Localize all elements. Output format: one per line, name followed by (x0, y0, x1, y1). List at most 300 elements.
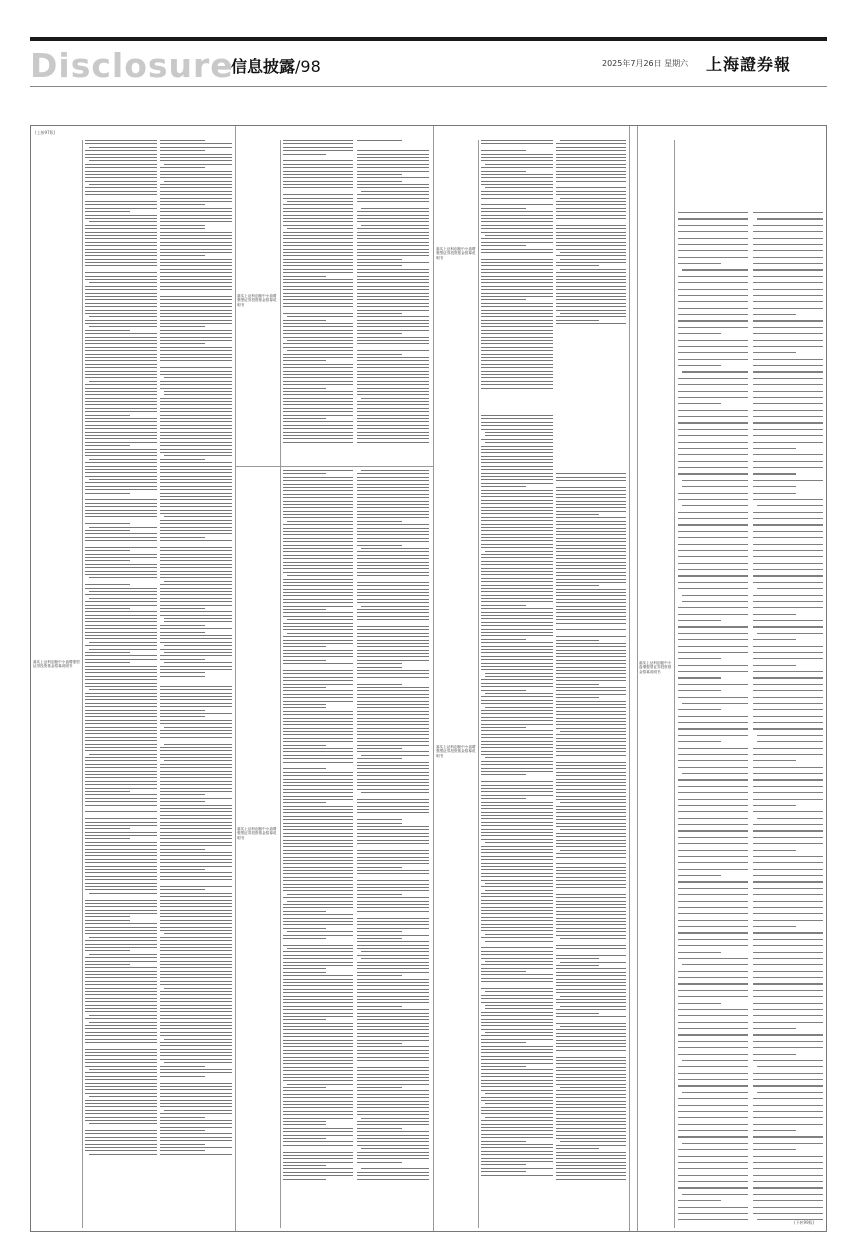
text-line (678, 429, 748, 430)
text-line (682, 1143, 749, 1144)
text-line (283, 775, 353, 776)
text-line (481, 469, 553, 470)
text-line (160, 499, 232, 500)
text-line (357, 1087, 402, 1088)
text-line (283, 480, 353, 481)
text-line (556, 1107, 626, 1108)
text-line (678, 1041, 748, 1042)
text-line (357, 629, 429, 630)
text-line (753, 907, 823, 908)
text-line (283, 377, 353, 378)
text-line (481, 1120, 553, 1121)
text-line (753, 1015, 823, 1016)
text-line (357, 1165, 429, 1166)
text-line (89, 1022, 157, 1023)
text-line (85, 733, 157, 734)
text-line (678, 422, 748, 423)
text-line (357, 221, 429, 222)
text-line (85, 333, 157, 334)
text-line (357, 1026, 429, 1027)
section-name: 信息披露 (231, 57, 296, 76)
text-line (160, 1130, 205, 1131)
text-line (160, 1117, 205, 1118)
text-line (481, 184, 553, 185)
text-line (753, 697, 823, 698)
text-line (481, 320, 553, 321)
text-line (357, 245, 429, 246)
text-line (556, 979, 626, 980)
text-line (85, 177, 157, 178)
text-line (85, 143, 157, 144)
text-line (357, 931, 402, 932)
text-line (357, 150, 429, 151)
text-line (357, 371, 429, 372)
text-line (481, 449, 553, 450)
text-line (85, 1086, 157, 1087)
text-line (283, 694, 353, 695)
text-line (160, 777, 232, 778)
text-line (357, 425, 429, 426)
text-line (357, 816, 429, 817)
text-line (481, 846, 553, 847)
text-line (283, 1043, 353, 1044)
text-line (556, 511, 626, 512)
text-line (160, 194, 232, 195)
text-line (283, 572, 353, 573)
text-line (160, 374, 232, 375)
text-line (357, 721, 429, 722)
text-line (160, 615, 232, 616)
text-line (481, 734, 553, 735)
text-line (753, 314, 796, 315)
text-line (481, 316, 553, 317)
text-line (357, 863, 429, 864)
text-line (481, 1039, 553, 1040)
text-line (357, 697, 429, 698)
text-line (357, 242, 429, 243)
text-line (556, 490, 626, 491)
text-line (160, 411, 232, 412)
text-line (283, 232, 353, 233)
text-line (85, 198, 157, 199)
text-line (164, 1039, 232, 1040)
text-line (283, 728, 353, 729)
text-line (556, 473, 626, 474)
text-line (287, 350, 354, 351)
text-line (357, 846, 429, 847)
text-line (164, 621, 232, 622)
text-line (85, 564, 157, 565)
text-line (678, 212, 748, 213)
text-line (85, 818, 157, 819)
text-line (678, 1181, 748, 1182)
text-line (85, 1144, 157, 1145)
text-line (481, 595, 553, 596)
text-line (678, 403, 721, 404)
text-line (753, 1200, 823, 1201)
text-line (678, 945, 748, 946)
text-line (283, 599, 353, 600)
body-text (357, 140, 429, 462)
text-line (160, 428, 232, 429)
text-line (556, 272, 626, 273)
text-line (753, 473, 796, 474)
text-line (357, 714, 429, 715)
text-line (283, 1172, 353, 1173)
text-line (85, 693, 157, 694)
text-line (556, 245, 626, 246)
text-line (85, 472, 157, 473)
text-line (283, 1158, 353, 1159)
section-title (231, 54, 321, 77)
text-line (85, 262, 157, 263)
text-line (85, 547, 157, 548)
text-line (678, 996, 748, 997)
text-line (85, 1120, 157, 1121)
text-line (160, 805, 232, 806)
text-line (357, 140, 402, 141)
text-line (357, 884, 429, 885)
text-line (481, 839, 553, 840)
text-line (357, 921, 429, 922)
text-line (357, 857, 429, 858)
text-line (757, 633, 824, 634)
text-line (85, 852, 157, 853)
text-line (678, 1175, 748, 1176)
text-line (753, 671, 823, 672)
text-line (753, 410, 823, 411)
text-line (85, 228, 157, 229)
text-line (85, 530, 130, 531)
text-line (287, 316, 354, 317)
text-line (753, 862, 823, 863)
text-line (283, 748, 353, 749)
text-line (283, 272, 353, 273)
text-line (678, 289, 748, 290)
text-line (85, 299, 157, 300)
text-line (357, 806, 429, 807)
text-line (481, 147, 553, 148)
text-line (160, 832, 232, 833)
text-line (678, 537, 748, 538)
text-line (556, 1067, 626, 1068)
text-line (85, 781, 157, 782)
text-line (753, 767, 823, 768)
text-line (753, 926, 796, 927)
text-line (85, 503, 157, 504)
text-line (481, 944, 553, 945)
text-line (85, 323, 157, 324)
text-line (85, 1093, 157, 1094)
text-line (160, 822, 232, 823)
text-line (160, 1011, 232, 1012)
text-line (556, 758, 626, 759)
text-line (85, 621, 157, 622)
text-line (753, 448, 796, 449)
text-line (160, 550, 232, 551)
text-line (357, 272, 429, 273)
text-line (357, 840, 429, 841)
text-line (283, 568, 353, 569)
text-line (357, 789, 429, 790)
text-line (753, 422, 823, 423)
text-line (556, 982, 626, 983)
text-line (481, 768, 553, 769)
text-line (160, 774, 232, 775)
text-line (283, 1175, 353, 1176)
text-line (481, 418, 553, 419)
text-line (357, 1145, 429, 1146)
text-line (753, 1124, 823, 1125)
text-line (85, 550, 130, 551)
text-line (481, 1127, 553, 1128)
text-line (283, 347, 353, 348)
text-line (85, 788, 157, 789)
text-line (89, 893, 157, 894)
text-line (678, 1200, 721, 1201)
text-line (678, 881, 748, 882)
text-line (357, 663, 402, 664)
text-line (283, 421, 353, 422)
text-line (481, 299, 526, 300)
text-line (481, 483, 553, 484)
text-line (283, 836, 353, 837)
text-line (481, 374, 553, 375)
text-line (357, 289, 429, 290)
text-line (160, 221, 232, 222)
text-line (753, 359, 823, 360)
text-line (357, 609, 429, 610)
text-line (160, 154, 232, 155)
text-line (283, 907, 353, 908)
text-line (357, 228, 429, 229)
text-line (678, 556, 748, 557)
text-line (85, 296, 157, 297)
text-line (678, 1073, 748, 1074)
text-line (85, 727, 157, 728)
text-line (556, 734, 626, 735)
text-line (283, 880, 353, 881)
text-line (85, 764, 157, 765)
text-line (481, 920, 553, 921)
text-line (85, 1072, 157, 1073)
text-line (357, 1002, 429, 1003)
text-line (485, 1103, 553, 1104)
text-line (85, 1130, 157, 1131)
text-line (753, 563, 823, 564)
text-line (481, 160, 553, 161)
text-line (481, 384, 553, 385)
text-line (481, 710, 553, 711)
text-line (160, 340, 232, 341)
text-line (556, 1148, 599, 1149)
text-line (753, 1117, 823, 1118)
text-line (357, 616, 429, 617)
text-line (481, 1168, 553, 1169)
text-line (485, 235, 553, 236)
text-line (160, 343, 205, 344)
text-line (85, 900, 157, 901)
text-line (757, 218, 824, 219)
text-line (481, 198, 553, 199)
text-line (283, 160, 353, 161)
text-line (678, 843, 748, 844)
text-line (283, 218, 353, 219)
text-line (357, 711, 429, 712)
text-line (556, 873, 626, 874)
text-line (357, 643, 429, 644)
text-line (85, 235, 157, 236)
text-line (85, 398, 157, 399)
text-line (682, 480, 749, 481)
text-line (283, 1107, 353, 1108)
text-line (753, 1111, 823, 1112)
text-line (560, 1141, 627, 1142)
text-line (753, 1009, 823, 1010)
text-line (481, 669, 553, 670)
text-line (283, 154, 326, 155)
text-line (357, 367, 429, 368)
text-line (160, 398, 232, 399)
text-line (89, 527, 157, 528)
text-line (556, 150, 626, 151)
text-line (678, 665, 748, 666)
text-line (85, 686, 157, 687)
text-line (85, 601, 157, 602)
text-line (556, 1029, 626, 1030)
text-line (85, 354, 157, 355)
text-line (556, 928, 626, 929)
text-line (85, 1018, 157, 1019)
text-line (357, 626, 429, 627)
text-line (85, 1042, 157, 1043)
text-line (556, 748, 626, 749)
text-line (357, 565, 429, 566)
text-line (556, 558, 626, 559)
text-line (357, 1131, 429, 1132)
text-line (357, 772, 429, 773)
text-line (357, 619, 429, 620)
text-line (160, 496, 232, 497)
text-line (283, 408, 353, 409)
text-line (556, 643, 626, 644)
text-line (283, 809, 353, 810)
text-line (753, 620, 823, 621)
text-line (85, 1100, 157, 1101)
text-line (357, 1006, 402, 1007)
text-line (357, 235, 429, 236)
text-line (89, 1015, 157, 1016)
text-line (85, 981, 157, 982)
text-line (556, 823, 626, 824)
text-line (556, 955, 626, 956)
text-line (160, 666, 232, 667)
text-line (283, 1046, 353, 1047)
text-line (556, 1040, 626, 1041)
text-line (556, 809, 626, 810)
text-line (678, 913, 748, 914)
text-line (678, 920, 748, 921)
text-line (283, 1050, 353, 1051)
text-line (357, 1179, 429, 1180)
text-line (481, 228, 553, 229)
text-line (160, 991, 232, 992)
text-line (283, 565, 353, 566)
text-line (85, 977, 157, 978)
text-line (283, 235, 353, 236)
text-line (682, 595, 749, 596)
text-line (753, 295, 823, 296)
text-line (481, 343, 553, 344)
text-line (357, 313, 402, 314)
text-line (357, 384, 429, 385)
text-line (556, 1097, 626, 1098)
text-line (481, 377, 553, 378)
text-line (160, 167, 205, 168)
text-line (85, 615, 157, 616)
text-line (678, 754, 748, 755)
text-line (164, 581, 232, 582)
text-line (85, 1140, 157, 1141)
text-line (89, 326, 157, 327)
text-line (357, 164, 429, 165)
text-line (556, 1158, 626, 1159)
text-line (556, 225, 626, 226)
text-line (357, 364, 429, 365)
text-line (160, 591, 232, 592)
text-line (160, 560, 232, 561)
text-line (85, 537, 157, 538)
text-line (556, 1023, 626, 1024)
text-line (160, 299, 232, 300)
text-line (556, 796, 626, 797)
text-line (85, 272, 157, 273)
text-line (556, 572, 626, 573)
text-line (481, 1175, 553, 1176)
text-line (682, 371, 749, 372)
text-line (556, 1175, 626, 1176)
side-label: 嘉实上证科创板中小盘增强型证券投资基金招募说明书 (237, 294, 277, 307)
text-line (357, 276, 429, 277)
text-line (678, 1022, 748, 1023)
text-line (678, 1105, 748, 1106)
text-line (753, 913, 823, 914)
text-line (481, 473, 553, 474)
text-line (160, 218, 232, 219)
text-line (283, 1033, 353, 1034)
text-line (481, 1029, 553, 1030)
text-line (160, 1113, 232, 1114)
text-line (164, 164, 232, 165)
text-line (357, 812, 429, 813)
text-line (357, 377, 429, 378)
text-line (160, 279, 232, 280)
text-line (357, 1019, 429, 1020)
text-line (481, 1147, 553, 1148)
text-line (556, 792, 626, 793)
text-line (678, 391, 748, 392)
text-line (283, 673, 353, 674)
text-line (85, 744, 157, 745)
text-line (481, 958, 553, 959)
text-line (357, 602, 429, 603)
text-line (481, 296, 553, 297)
text-line (753, 595, 823, 596)
text-line (753, 824, 823, 825)
text-line (283, 979, 353, 980)
text-line (357, 218, 429, 219)
text-line (753, 550, 823, 551)
